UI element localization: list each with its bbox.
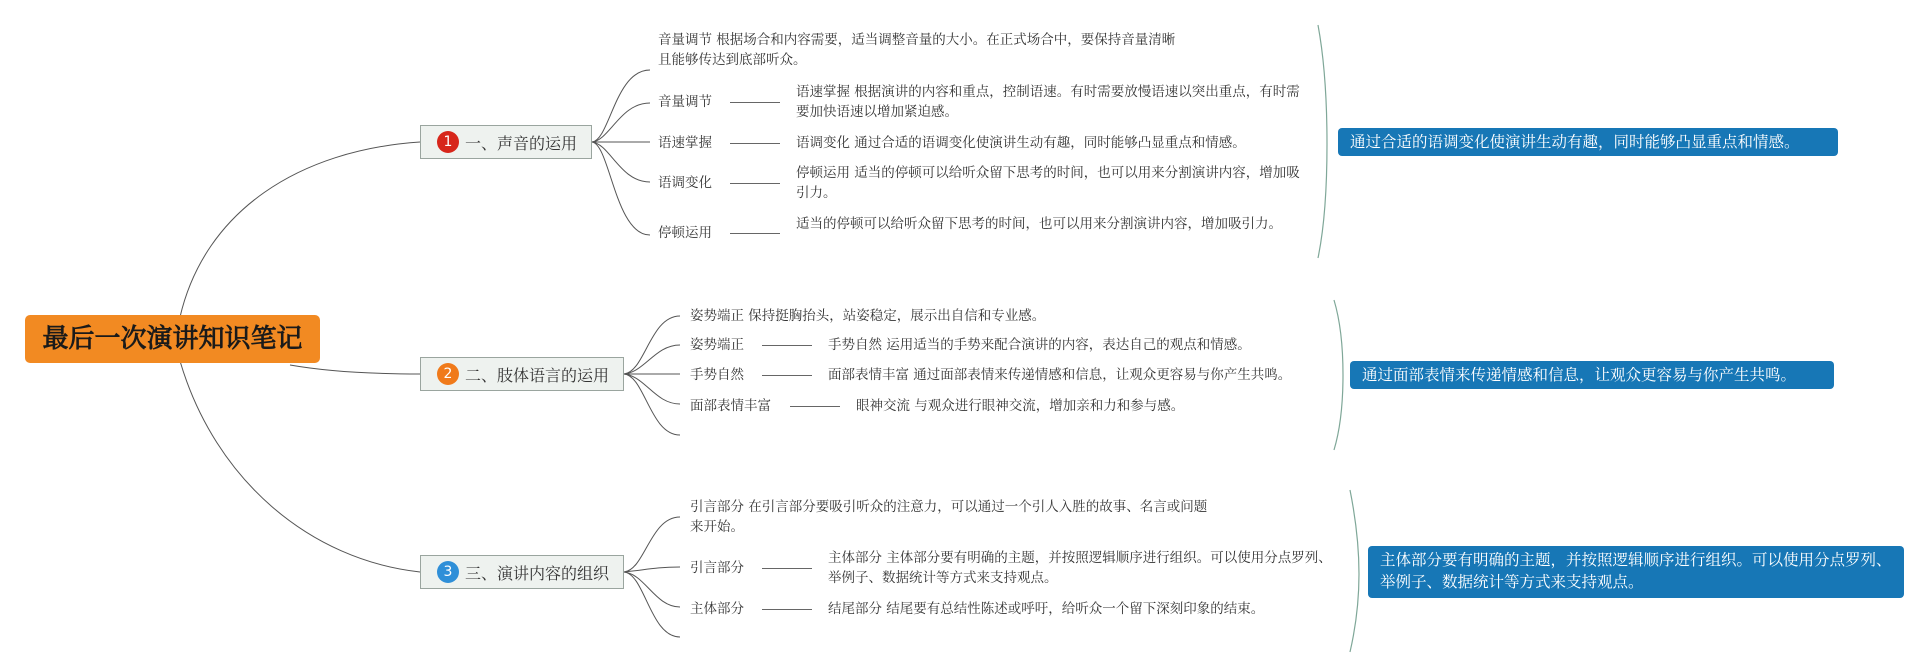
badge-2: 2 [437,363,459,385]
branch-1-item-5[interactable]: 停顿运用 [658,225,712,241]
branch-3-detail-2[interactable]: 结尾部分 结尾要有总结性陈述或呼吁，给听众一个留下深刻印象的结束。 [828,601,1265,617]
bracket-1 [1318,25,1327,258]
badge-3: 3 [437,561,459,583]
root-topic[interactable]: 最后一次演讲知识笔记 [25,315,320,363]
branch-1-item-1[interactable]: 音量调节 根据场合和内容需要，适当调整音量的大小。在正式场合中，要保持音量清晰且能够传达到底部听众。 [658,32,1176,68]
branch-2-label: 二、肢体语言的运用 [465,365,610,385]
branch-1-detail-2[interactable]: 语调变化 通过合适的语调变化使演讲生动有趣，同时能够凸显重点和情感。 [796,135,1246,151]
branch-2-item-3[interactable]: 手势自然 [690,367,744,383]
branch-1[interactable] [420,125,592,159]
branch-3-summary[interactable]: 主体部分要有明确的主题，并按照逻辑顺序进行组织。可以使用分点罗列、举例子、数据统计等方式来支持观点。 [1368,546,1904,598]
branch-1-detail-4[interactable]: 适当的停顿可以给听众留下思考的时间，也可以用来分割演讲内容，增加吸引力。 [796,216,1282,232]
branch-3-item-3[interactable]: 主体部分 [690,601,744,617]
branch-1-detail-1[interactable]: 语速掌握 根据演讲的内容和重点，控制语速。有时需要放慢语速以突出重点，有时需要加快语速以增加紧迫感。 [796,84,1300,120]
root-link-3 [180,361,420,572]
branch-2[interactable] [420,357,624,391]
branch-3-dash-1 [762,568,812,569]
root-link-1 [180,142,420,317]
branch-2-item-4[interactable]: 面部表情丰富 [690,398,771,414]
branch-2-detail-2[interactable]: 面部表情丰富 通过面部表情来传递情感和信息，让观众更容易与你产生共鸣。 [828,367,1292,383]
branch-1-dash-2 [730,143,780,144]
branch-1-item-2[interactable]: 音量调节 [658,94,712,110]
branch-1-label: 一、声音的运用 [465,133,578,153]
branch-1-fan [592,70,650,235]
branch-3-item-2[interactable]: 引言部分 [690,560,744,576]
branch-3-label: 三、演讲内容的组织 [465,563,610,583]
branch-3[interactable] [420,555,624,589]
branch-1-dash-4 [730,233,780,234]
branch-2-dash-2 [762,375,812,376]
branch-3-item-1[interactable]: 引言部分 在引言部分要吸引听众的注意力，可以通过一个引人入胜的故事、名言或问题来开始。 [690,499,1208,535]
branch-1-dash-1 [730,102,780,103]
branch-3-dash-2 [762,609,812,610]
badge-1: 1 [437,131,459,153]
branch-2-fan [624,316,680,435]
branch-1-detail-3[interactable]: 停顿运用 适当的停顿可以给听众留下思考的时间，也可以用来分割演讲内容，增加吸引力。 [796,165,1300,201]
branch-2-dash-3 [790,406,840,407]
branch-2-detail-3[interactable]: 眼神交流 与观众进行眼神交流，增加亲和力和参与感。 [856,398,1185,414]
branch-1-item-4[interactable]: 语调变化 [658,175,712,191]
root-link-2 [290,365,420,374]
branch-2-detail-1[interactable]: 手势自然 运用适当的手势来配合演讲的内容，表达自己的观点和情感。 [828,337,1251,353]
branch-3-detail-1[interactable]: 主体部分 主体部分要有明确的主题，并按照逻辑顺序进行组织。可以使用分点罗列、举例子、数据统计等方式来支持观点。 [828,550,1332,586]
branch-1-summary[interactable]: 通过合适的语调变化使演讲生动有趣，同时能够凸显重点和情感。 [1338,128,1838,156]
bracket-2 [1334,300,1343,450]
branch-2-item-2[interactable]: 姿势端正 [690,337,744,353]
branch-2-summary[interactable]: 通过面部表情来传递情感和信息，让观众更容易与你产生共鸣。 [1350,361,1834,389]
branch-1-dash-3 [730,183,780,184]
branch-2-dash-1 [762,345,812,346]
branch-1-item-3[interactable]: 语速掌握 [658,135,712,151]
branch-3-fan [624,517,680,637]
bracket-3 [1350,490,1359,652]
branch-2-item-1[interactable]: 姿势端正 保持挺胸抬头，站姿稳定，展示出自信和专业感。 [690,308,1046,324]
